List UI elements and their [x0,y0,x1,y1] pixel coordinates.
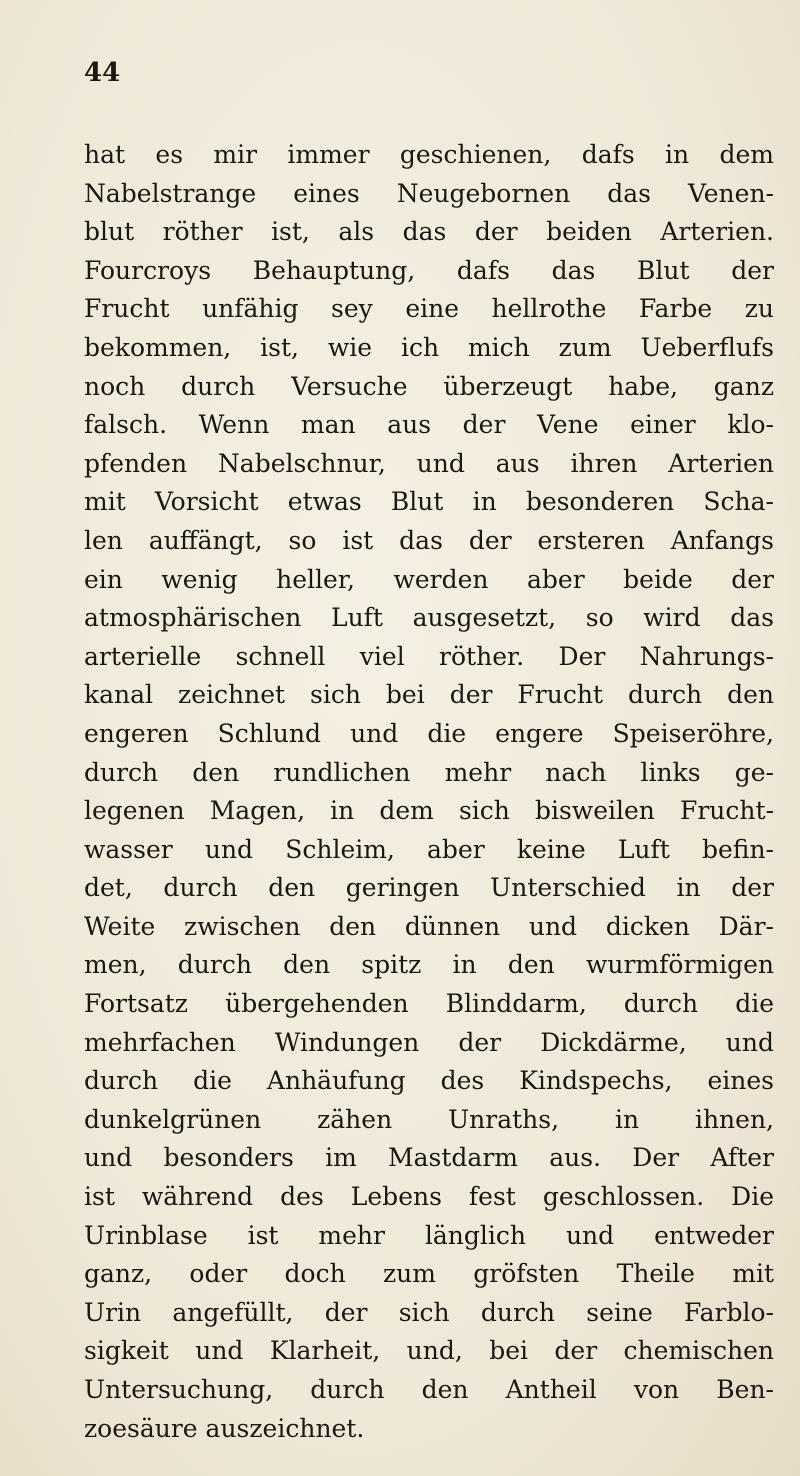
text-line: mit Vorsicht etwas Blut in besonderen Scha- [84,487,774,517]
text-line: ganz, oder doch zum gröfsten Theile mit [84,1259,774,1289]
text-line: ein wenig heller, werden aber beide der [84,564,774,594]
text-line: legenen Magen, in dem sich bisweilen Frucht- [84,796,774,826]
text-line: engeren Schlund und die engere Speiseröhre, [84,718,774,748]
text-line: hat es mir immer geschienen, dafs in dem [84,140,774,169]
text-line: Urinblase ist mehr länglich und entweder [84,1220,774,1250]
text-line: kanal zeichnet sich bei der Frucht durch den [84,680,774,710]
text-line: Weite zwischen den dünnen und dicken Där- [84,911,774,941]
text-line: det, durch den geringen Unterschied in der [84,873,774,903]
text-line: sigkeit und Klarheit, und, bei der chemischen [84,1336,774,1366]
text-line: pfenden Nabelschnur, und aus ihren Arterien [84,448,774,478]
text-line: durch die Anhäufung des Kindspechs, eines [84,1066,774,1096]
text-line: und besonders im Mastdarm aus. Der After [84,1143,774,1173]
text-line: Urin angefüllt, der sich durch seine Farblo- [84,1297,774,1327]
text-line: len auffängt, so ist das der ersteren Anfangs [84,525,774,555]
text-line: wasser und Schleim, aber keine Luft befin- [84,834,774,864]
text-line: Frucht unfähig sey eine hellrothe Farbe zu [84,294,774,324]
text-line: Fortsatz übergehenden Blinddarm, durch die [84,989,774,1019]
text-line: Fourcroys Behauptung, dafs das Blut der [84,255,774,285]
text-line: arterielle schnell viel röther. Der Nahrungs- [84,641,774,671]
text-line: falsch. Wenn man aus der Vene einer klo- [84,410,774,440]
text-line: atmosphärischen Luft ausgesetzt, so wird das [84,603,774,633]
text-line: durch den rundlichen mehr nach links ge- [84,757,774,787]
text-line: ist während des Lebens fest geschlossen. Die [84,1182,774,1212]
page-number: 44 [84,58,121,88]
text-line: bekommen, ist, wie ich mich zum Ueberflufs [84,332,774,362]
body-text [84,136,774,1448]
text-line: mehrfachen Windungen der Dickdärme, und [84,1027,774,1057]
text-line: Nabelstrange eines Neugebornen das Venen- [84,178,774,208]
text-line: men, durch den spitz in den wurmförmigen [84,950,774,980]
text-line: dunkelgrünen zähen Unraths, in ihnen, [84,1104,774,1134]
text-line: blut röther ist, als das der beiden Arterien. [84,217,774,247]
text-line: noch durch Versuche überzeugt habe, ganz [84,371,774,401]
text-line: Untersuchung, durch den Antheil von Ben- [84,1375,774,1404]
text-line-last: zoesäure auszeichnet. [84,1413,365,1443]
